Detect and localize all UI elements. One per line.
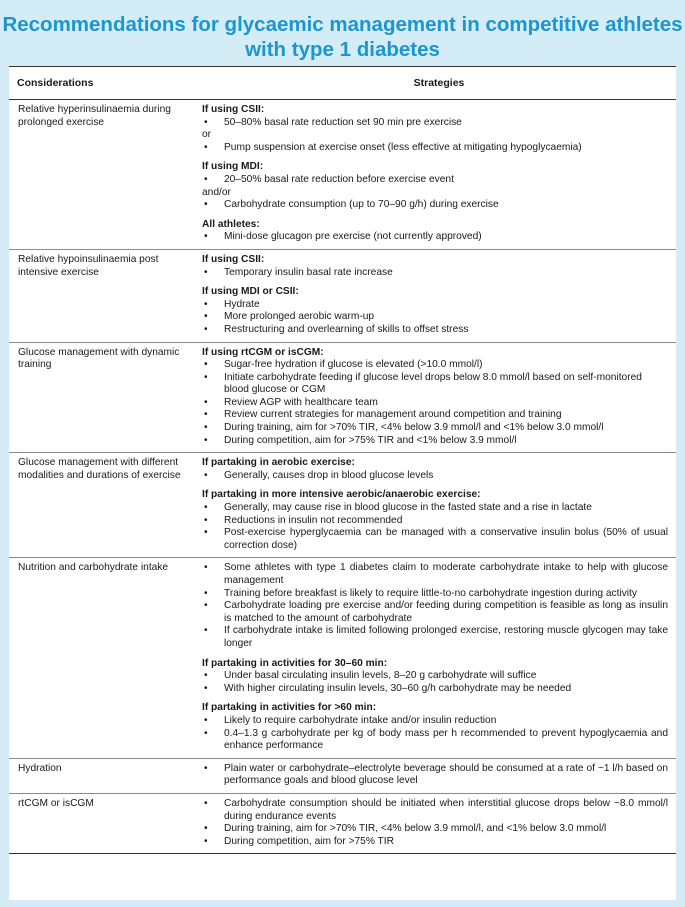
strategy-item: • Carbohydrate consumption should be initiated when interstitial glucose drops below ~8.0 mmol/l during endurance events [202, 798, 668, 823]
strategy-group-heading: If using CSII: [202, 253, 265, 265]
strategy-list [202, 562, 668, 650]
strategy-item: • Mini-dose glucagon pre exercise (not currently approved) [202, 231, 668, 244]
strategies-cell [202, 342, 676, 453]
strategy-list [202, 502, 668, 552]
table-row [9, 558, 676, 758]
strategy-item: • 20–50% basal rate reduction before exercise event [202, 174, 668, 187]
strategy-item: • Initiate carbohydrate feeding if glucose level drops below 8.0 mmol/l based on self-monitored blood glucose or CGM [202, 372, 668, 397]
strategy-group [202, 457, 668, 482]
strategy-item: • Carbohydrate consumption (up to 70–90 g/h) during exercise [202, 199, 668, 212]
strategy-item: • Sugar-free hydration if glucose is elevated (>10.0 mmol/l) [202, 359, 668, 372]
strategy-item: • Temporary insulin basal rate increase [202, 267, 668, 280]
consideration-cell: Nutrition and carbohydrate intake [9, 558, 202, 758]
strategies-cell [202, 758, 676, 793]
strategy-list [202, 763, 668, 788]
strategy-item: • Review AGP with healthcare team [202, 397, 668, 410]
strategy-list [202, 670, 668, 695]
strategy-item: • Carbohydrate loading pre exercise and/or feeding during competition is feasible as long as insulin is matched to the amount of carbohydrate [202, 600, 668, 625]
consideration-cell: Relative hypoinsulinaemia post intensive exercise [9, 249, 202, 342]
strategy-item: • During training, aim for >70% TIR, <4% below 3.9 mmol/l, and <1% below 3.0 mmol/l [202, 823, 668, 836]
strategy-group-heading: If partaking in more intensive aerobic/anaerobic exercise: [202, 489, 481, 501]
strategy-list [202, 117, 668, 155]
table-row [9, 249, 676, 342]
strategies-cell [202, 793, 676, 853]
strategy-list [202, 231, 668, 244]
strategy-item: • Likely to require carbohydrate intake and/or insulin reduction [202, 715, 668, 728]
strategy-item: • Under basal circulating insulin levels, 8–20 g carbohydrate will suffice [202, 670, 668, 683]
strategy-group [202, 562, 668, 650]
strategy-list [202, 359, 668, 447]
recommendations-table-panel [9, 66, 676, 900]
strategy-group-heading: If partaking in activities for 30–60 min: [202, 657, 388, 669]
recommendations-table [9, 66, 676, 854]
header-row [9, 67, 676, 100]
table-row [9, 100, 676, 250]
considerations-header: Considerations [9, 67, 202, 100]
strategy-group-heading: If partaking in activities for >60 min: [202, 702, 377, 714]
consideration-cell: Glucose management with dynamic training [9, 342, 202, 453]
strategy-item: • Plain water or carbohydrate–electrolyte beverage should be consumed at a rate of ~1 l/h based on performance goals and blood glucose level [202, 763, 668, 788]
strategy-group [202, 161, 668, 211]
strategy-item: • Generally, causes drop in blood glucose levels [202, 470, 668, 483]
table-row [9, 342, 676, 453]
strategy-list [202, 174, 668, 212]
strategy-item: • 50–80% basal rate reduction set 90 min pre exercise [202, 117, 668, 130]
strategy-group [202, 658, 668, 696]
strategies-cell [202, 453, 676, 558]
strategy-item: • Post-exercise hyperglycaemia can be managed with a conservative insulin bolus (50% of usual correction dose) [202, 527, 668, 552]
consideration-cell: rtCGM or isCGM [9, 793, 202, 853]
consideration-cell: Relative hyperinsulinaemia during prolonged exercise [9, 100, 202, 250]
strategy-connector: or [202, 129, 212, 141]
strategy-group-heading: If partaking in aerobic exercise: [202, 457, 355, 469]
strategy-item: • Restructuring and overlearning of skills to offset stress [202, 324, 668, 337]
strategy-group [202, 286, 668, 336]
strategy-group-heading: If using MDI or CSII: [202, 286, 299, 298]
strategy-list [202, 267, 668, 280]
page-title: Recommendations for glycaemic management in competitive athletes with type 1 diabetes [2, 13, 683, 61]
strategy-group [202, 104, 668, 154]
strategy-list [202, 715, 668, 753]
strategy-item: • During competition, aim for >75% TIR and <1% below 3.9 mmol/l [202, 435, 668, 448]
strategy-group [202, 254, 668, 279]
strategy-item: • 0.4–1.3 g carbohydrate per kg of body mass per h recommended to prevent hypoglycaemia and enhance performance [202, 728, 668, 753]
strategies-cell [202, 249, 676, 342]
table-body [9, 100, 676, 854]
strategy-group-heading: If using MDI: [202, 161, 264, 173]
strategies-header: Strategies [202, 67, 676, 100]
strategy-item: • Pump suspension at exercise onset (less effective at mitigating hypoglycaemia) [202, 142, 668, 155]
strategy-connector: and/or [202, 186, 231, 198]
strategy-item: • Training before breakfast is likely to require little-to-no carbohydrate ingestion during activity [202, 588, 668, 601]
strategy-item: • Hydrate [202, 299, 668, 312]
strategy-group [202, 219, 668, 244]
consideration-cell: Glucose management with different modalities and durations of exercise [9, 453, 202, 558]
strategy-item: • During competition, aim for >75% TIR [202, 836, 668, 849]
strategy-item: • Some athletes with type 1 diabetes claim to moderate carbohydrate intake to help with glucose management [202, 562, 668, 587]
strategy-group-heading: If using CSII: [202, 104, 265, 115]
strategy-item: • If carbohydrate intake is limited following prolonged exercise, restoring muscle glycogen may take longer [202, 625, 668, 650]
strategies-cell [202, 100, 676, 250]
strategy-list [202, 299, 668, 337]
strategy-item: • With higher circulating insulin levels, 30–60 g/h carbohydrate may be needed [202, 683, 668, 696]
table-row [9, 758, 676, 793]
strategy-item: • During training, aim for >70% TIR, <4% below 3.9 mmol/l and <1% below 3.0 mmol/l [202, 422, 668, 435]
strategy-item: • Reductions in insulin not recommended [202, 515, 668, 528]
strategy-item: • Generally, may cause rise in blood glucose in the fasted state and a rise in lactate [202, 502, 668, 515]
strategy-list [202, 470, 668, 483]
table-row [9, 793, 676, 853]
strategy-group [202, 702, 668, 752]
strategy-group-heading: All athletes: [202, 218, 260, 230]
strategy-list [202, 798, 668, 848]
table-row [9, 453, 676, 558]
strategy-group-heading: If using rtCGM or isCGM: [202, 346, 324, 358]
strategy-group [202, 347, 668, 448]
strategy-item: • More prolonged aerobic warm-up [202, 311, 668, 324]
consideration-cell: Hydration [9, 758, 202, 793]
strategy-group [202, 763, 668, 788]
strategy-group [202, 489, 668, 552]
strategy-group [202, 798, 668, 848]
strategies-cell [202, 558, 676, 758]
strategy-item: • Review current strategies for management around competition and training [202, 409, 668, 422]
